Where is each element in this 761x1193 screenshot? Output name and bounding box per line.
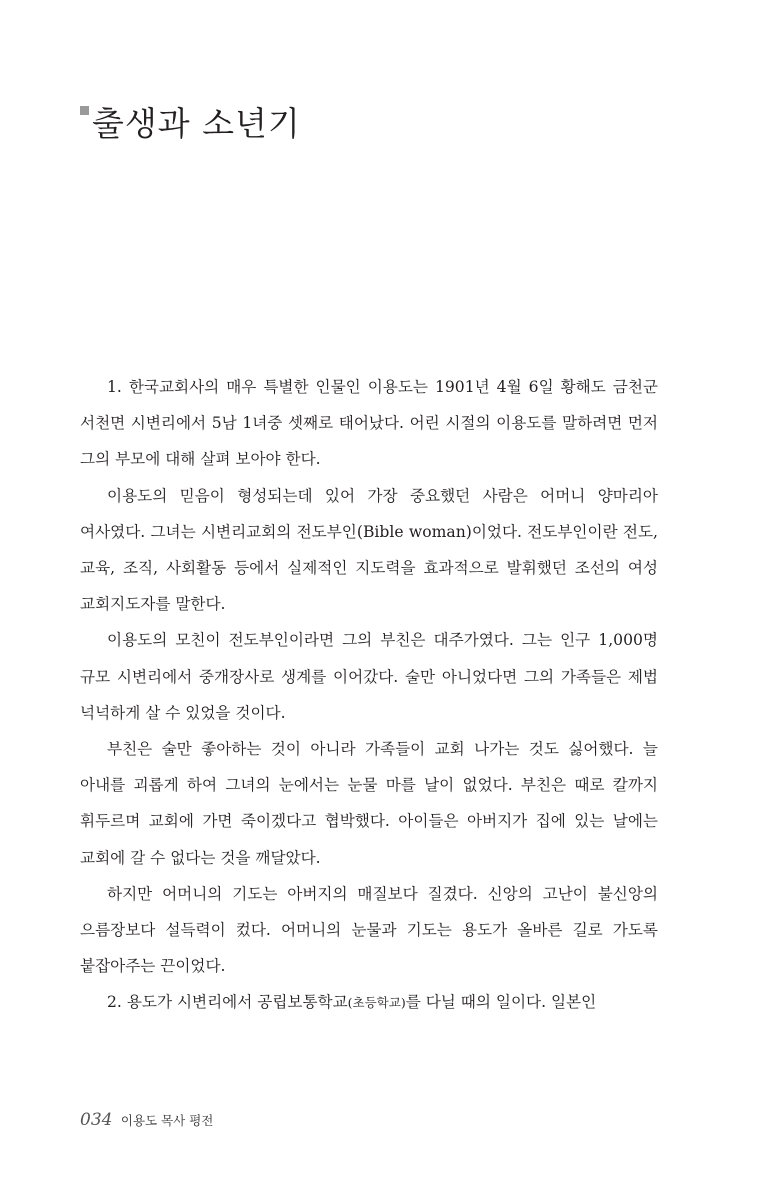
chapter-title-text: 출생과 소년기 — [92, 104, 301, 143]
paragraph-6-parenthetical: (초등학교) — [347, 995, 406, 1011]
body-text — [80, 369, 658, 1022]
chapter-title — [80, 98, 301, 145]
paragraph-6-end: 를 다닐 때의 일이다. 일본인 — [405, 993, 597, 1012]
paragraph-1: 1. 한국교회사의 매우 특별한 인물인 이용도는 1901년 4월 6일 황해도 금천군 서천면 시변리에서 5남 1녀중 셋째로 태어났다. 어린 시절의 이용도를 말하려면 먼저 그의 부모에 대해 살펴 보아야 한다. — [80, 378, 658, 469]
paragraph-4: 부친은 술만 좋아하는 것이 아니라 가족들이 교회 나가는 것도 싫어했다. 늘 아내를 괴롭게 하여 그녀의 눈에서는 눈물 마를 날이 없었다. 부친은 때로 칼까지 휘두르며 교회에 가면 죽이겠다고 협박했다. 아이들은 아버지가 집에 있는 날에는 교회에 갈 수 없다는 것을 깨달았다. — [80, 740, 658, 867]
paragraph-3: 이용도의 모친이 전도부인이라면 그의 부친은 대주가였다. 그는 인구 1,000명 규모 시변리에서 중개장사로 생계를 이어갔다. 술만 아니었다면 그의 가족들은 제법 넉넉하게 살 수 있었을 것이다. — [80, 631, 658, 722]
page-number: 034 — [80, 1110, 113, 1130]
paragraph-2: 이용도의 믿음이 형성되는데 있어 가장 중요했던 사람은 어머니 양마리아 여사였다. 그녀는 시변리교회의 전도부인(Bible woman)이었다. 전도부인이란 전도, 교육, 조직, 사회활동 등에서 실제적인 지도력을 효과적으로 발휘했던 조선의 여성 교회지도자를 말한다. — [80, 486, 658, 614]
book-title: 이용도 목사 평전 — [120, 1113, 214, 1128]
paragraph-6 — [80, 984, 658, 1021]
title-marker — [80, 106, 89, 115]
paragraph-6-start: 2. 용도가 시변리에서 공립보통학교 — [107, 993, 348, 1012]
page-footer — [80, 1110, 213, 1130]
paragraph-5: 하지만 어머니의 기도는 아버지의 매질보다 질겼다. 신앙의 고난이 불신앙의 으름장보다 설득력이 컸다. 어머니의 눈물과 기도는 용도가 올바른 길로 가도록 붙잡아주는 끈이었다. — [80, 884, 658, 976]
